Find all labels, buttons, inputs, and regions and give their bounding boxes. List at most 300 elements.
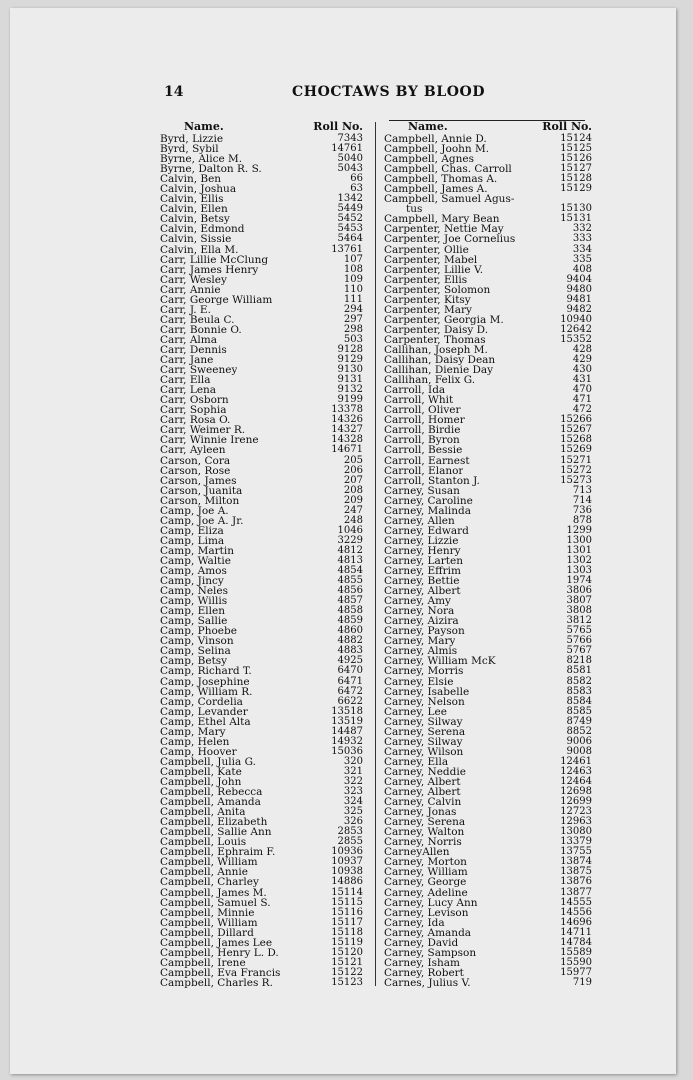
list-item — [384, 486, 596, 496]
document-page — [10, 8, 676, 1074]
entry-name: Carr, Alma — [160, 334, 218, 345]
entry-name: Carpenter, Georgia M. — [384, 314, 504, 325]
list-item — [384, 606, 596, 616]
entry-name: Campbell, Kate — [160, 766, 242, 777]
entry-roll-number: 1300 — [566, 534, 592, 546]
entry-roll-number: 9481 — [566, 293, 592, 305]
entry-name: Calvin, Ben — [160, 174, 222, 185]
entry-name: Carr, Winnie Irene — [160, 435, 259, 446]
list-item — [384, 285, 596, 295]
entry-name: Camp, Phoebe — [160, 626, 237, 637]
entry-name: Campbell, Minnie — [160, 907, 255, 918]
entry-roll-number: 4856 — [337, 585, 363, 597]
entry-name: Camp, Betsy — [160, 656, 228, 667]
entry-roll-number: 408 — [572, 263, 592, 275]
list-item — [160, 315, 367, 325]
entry-roll-number: 326 — [343, 816, 363, 828]
list-item — [160, 556, 367, 566]
entry-name: Campbell, Louis — [160, 837, 247, 848]
entry-name: Calvin, Joshua — [160, 184, 237, 195]
list-item — [160, 777, 367, 787]
entry-roll-number: 15267 — [560, 424, 592, 436]
entry-name: Carney, Effrim — [384, 566, 461, 577]
entry-name: Carson, Milton — [160, 495, 240, 506]
entry-name: Byrd, Lizzie — [160, 134, 224, 145]
entry-name: Camp, Cordelia — [160, 696, 243, 707]
entry-roll-number: 334 — [572, 243, 592, 255]
entry-name: Carr, Ayleen — [160, 445, 226, 456]
list-item — [160, 194, 367, 204]
entry-roll-number: 109 — [343, 273, 363, 285]
entry-roll-number: 1299 — [566, 524, 592, 536]
entry-roll-number: 66 — [350, 173, 363, 185]
entry-roll-number: 6471 — [337, 675, 363, 687]
entry-name: Carr, Annie — [160, 284, 221, 295]
entry-roll-number: 878 — [572, 514, 592, 526]
entry-name: Camp, Amos — [160, 566, 227, 577]
entry-roll-number: 5040 — [337, 153, 363, 165]
list-item — [384, 526, 596, 536]
list-item — [160, 305, 367, 315]
entry-roll-number: 8581 — [566, 665, 592, 677]
list-item — [384, 596, 596, 606]
entry-roll-number: 323 — [343, 786, 363, 798]
entry-name: Campbell, Rebecca — [160, 787, 263, 798]
entry-roll-number: 13378 — [331, 404, 363, 416]
list-item — [384, 978, 596, 988]
entry-roll-number: 13874 — [560, 856, 592, 868]
list-item — [160, 566, 367, 576]
entry-name: Campbell, William — [160, 857, 258, 868]
list-item — [384, 445, 596, 455]
entry-roll-number: 470 — [572, 384, 592, 396]
list-item — [384, 707, 596, 717]
entry-roll-number: 10940 — [560, 313, 592, 325]
entry-roll-number: 15116 — [331, 906, 363, 918]
entry-name: Carney, Edward — [384, 525, 469, 536]
entry-roll-number: 332 — [572, 223, 592, 235]
entry-roll-number: 12963 — [560, 816, 592, 828]
entry-roll-number: 5464 — [337, 233, 363, 245]
entry-roll-number: 324 — [343, 796, 363, 808]
list-item — [384, 616, 596, 626]
entry-roll-number: 15266 — [560, 414, 592, 426]
list-item — [160, 365, 367, 375]
entry-roll-number: 471 — [572, 394, 592, 406]
entry-roll-number: 322 — [343, 776, 363, 787]
entry-roll-number: 14555 — [560, 896, 592, 908]
page-title: CHOCTAWS BY BLOOD — [292, 84, 486, 100]
list-item — [160, 234, 367, 244]
entry-name: Carroll, Oliver — [384, 405, 461, 416]
column-divider — [375, 122, 376, 986]
entry-roll-number: 1342 — [337, 193, 363, 205]
entry-roll-number: 2855 — [337, 836, 363, 848]
entry-roll-number: 10936 — [331, 846, 363, 858]
entry-name: Camp, Willis — [160, 596, 228, 607]
list-item — [160, 677, 367, 687]
entry-roll-number: 15122 — [331, 966, 363, 978]
entry-roll-number: 325 — [343, 806, 363, 818]
entry-roll-number: 503 — [343, 333, 363, 345]
list-item — [160, 144, 367, 154]
list-item — [384, 666, 596, 676]
list-item — [384, 214, 596, 224]
entry-name: Carney, Morris — [384, 666, 464, 677]
entry-roll-number: 13876 — [560, 876, 592, 888]
entry-name: Camp, Selina — [160, 646, 231, 657]
list-item — [384, 275, 596, 285]
list-item — [160, 787, 367, 797]
entry-roll-number: 14671 — [331, 444, 363, 456]
entry-name: Camp, William R. — [160, 686, 253, 697]
list-item — [384, 345, 596, 355]
entry-name: Calvin, Ellis — [160, 194, 224, 205]
entry-name: Camp, Sallie — [160, 616, 228, 627]
entry-roll-number: 15120 — [331, 946, 363, 958]
entry-roll-number: 472 — [572, 404, 592, 416]
entry-roll-number: 13755 — [560, 846, 592, 858]
entry-roll-number: 5449 — [337, 203, 363, 215]
list-item — [160, 877, 367, 887]
entry-name: Carson, Juanita — [160, 485, 243, 496]
entry-roll-number: 12463 — [560, 765, 592, 777]
entry-roll-number: 2853 — [337, 826, 363, 838]
list-item — [384, 556, 596, 566]
entry-name: Calvin, Sissie — [160, 234, 232, 245]
entry-name: Carney, Calvin — [384, 797, 462, 808]
entry-name: Camp, Josephine — [160, 676, 250, 687]
entry-name: Camp, Lima — [160, 535, 225, 546]
entry-roll-number: 15125 — [560, 143, 592, 155]
left-column — [160, 120, 367, 988]
entry-name: Camp, Helen — [160, 736, 230, 747]
entry-name: Campbell, Amanda — [160, 797, 261, 808]
entry-name: Campbell, Joohn M. — [384, 144, 490, 155]
entry-name: Carney, Amy — [384, 596, 451, 607]
entry-roll-number: 15589 — [560, 946, 592, 958]
entry-roll-number: 8583 — [566, 685, 592, 697]
entry-name: Carney, Albert — [384, 586, 461, 597]
entry-name: Carroll, Byron — [384, 435, 460, 446]
entry-roll-number: 15117 — [331, 916, 363, 928]
entry-name: Campbell, Samuel S. — [160, 897, 271, 908]
entry-roll-number: 1974 — [566, 575, 592, 587]
entry-roll-number: 713 — [572, 484, 592, 496]
list-item — [384, 184, 596, 194]
entry-roll-number: 13875 — [560, 866, 592, 878]
entry-name: Carney, Jonas — [384, 807, 457, 818]
entry-name: tus — [406, 204, 423, 215]
entry-roll-number: 9131 — [337, 374, 363, 386]
entry-name: Carr, James Henry — [160, 264, 259, 275]
entry-name: Carr, Bonnie O. — [160, 324, 242, 335]
list-item — [160, 445, 367, 455]
entry-name: Carroll, Earnest — [384, 455, 470, 466]
entry-name: Calvin, Edmond — [160, 224, 245, 235]
list-item — [160, 576, 367, 586]
entry-roll-number: 15123 — [331, 976, 363, 988]
entry-name: Calvin, Ella M. — [160, 244, 239, 255]
entry-roll-number: 7343 — [337, 133, 363, 144]
entry-roll-number: 13761 — [331, 243, 363, 255]
list-item — [160, 747, 367, 757]
list-item — [160, 255, 367, 265]
entry-roll-number: 4854 — [337, 565, 363, 577]
entry-name: Carr, Jane — [160, 355, 214, 366]
entry-name: Carr, Lillie McClung — [160, 254, 269, 265]
list-item — [384, 234, 596, 244]
entry-name: Carpenter, Thomas — [384, 334, 486, 345]
list-item — [160, 174, 367, 184]
entry-name: Carney, Serena — [384, 726, 466, 737]
entry-name: Camp, Levander — [160, 706, 248, 717]
entry-roll-number: 206 — [343, 464, 363, 476]
entry-name: Carney, Robert — [384, 967, 464, 978]
entry-roll-number: 14328 — [331, 434, 363, 446]
list-item — [384, 265, 596, 275]
list-item — [160, 466, 367, 476]
entry-name: Carney, Neddie — [384, 766, 466, 777]
entry-roll-number: 5767 — [566, 645, 592, 657]
entry-roll-number: 108 — [343, 263, 363, 275]
entry-roll-number: 13379 — [560, 836, 592, 848]
entry-roll-number: 14696 — [560, 916, 592, 928]
entry-name: Carr, George William — [160, 294, 273, 305]
entry-name: Carpenter, Ellis — [384, 274, 468, 285]
entry-name: Campbell, Charles R. — [160, 977, 273, 988]
entry-roll-number: 1302 — [566, 554, 592, 566]
entry-roll-number: 9006 — [566, 735, 592, 747]
entry-name: Carr, J. E. — [160, 304, 211, 315]
entry-name: Carr, Ella — [160, 375, 211, 386]
entry-roll-number: 4812 — [337, 544, 363, 556]
entry-name: Byrd, Sybil — [160, 144, 219, 155]
entry-name: Camp, Ethel Alta — [160, 716, 251, 727]
entry-roll-number: 9480 — [566, 283, 592, 295]
list-item — [160, 586, 367, 596]
list-item — [384, 737, 596, 747]
list-item — [384, 395, 596, 405]
entry-name: Campbell, Mary Bean — [384, 214, 500, 225]
entry-name: Carney, Ella — [384, 756, 449, 767]
entry-roll-number: 15126 — [560, 153, 592, 165]
list-item — [160, 596, 367, 606]
entry-name: Carson, Cora — [160, 455, 231, 466]
entry-name: Carney, Levison — [384, 907, 469, 918]
list-item — [160, 526, 367, 536]
entry-roll-number: 14761 — [331, 143, 363, 155]
entry-roll-number: 9130 — [337, 364, 363, 376]
entry-name: Campbell, Annie — [160, 867, 248, 878]
entry-roll-number: 247 — [343, 504, 363, 516]
list-item — [160, 616, 367, 626]
entry-roll-number: 12699 — [560, 796, 592, 808]
entry-roll-number: 15121 — [331, 956, 363, 968]
entry-name: Carpenter, Mabel — [384, 254, 478, 265]
column-header — [160, 120, 367, 134]
entry-name: Carney, Wilson — [384, 746, 464, 757]
entry-roll-number: 13877 — [560, 886, 592, 898]
entry-roll-number: 207 — [343, 474, 363, 486]
entry-roll-number: 63 — [350, 183, 363, 195]
entry-roll-number: 13519 — [331, 715, 363, 727]
entry-name: Carnes, Julius V. — [384, 977, 471, 988]
entry-name: Camp, Richard T. — [160, 666, 252, 677]
entry-name: Byrne, Alice M. — [160, 154, 243, 165]
entry-name: Campbell, Eva Francis — [160, 967, 281, 978]
entry-name: CarneyAllen — [384, 847, 450, 858]
list-item — [160, 827, 367, 837]
entry-roll-number: 321 — [343, 765, 363, 777]
entry-roll-number — [592, 194, 596, 204]
entry-name: Carney, Albert — [384, 777, 461, 788]
entry-roll-number: 5452 — [337, 213, 363, 225]
entry-name: Carpenter, Mary — [384, 304, 472, 315]
entry-roll-number: 8749 — [566, 715, 592, 727]
entry-name: Carney, Susan — [384, 485, 460, 496]
list-item — [160, 335, 367, 345]
entry-name: Byrne, Dalton R. S. — [160, 164, 262, 175]
list-item — [384, 546, 596, 556]
list-item — [384, 586, 596, 596]
entry-roll-number: 8218 — [566, 655, 592, 667]
entry-roll-number: 4859 — [337, 615, 363, 627]
entry-roll-number: 110 — [343, 283, 363, 295]
list-item — [384, 335, 596, 345]
column-header — [384, 120, 596, 134]
entry-roll-number: 14784 — [560, 936, 592, 948]
list-item — [384, 476, 596, 486]
entry-name: Carney, Elsie — [384, 676, 454, 687]
entry-name: Camp, Mary — [160, 726, 226, 737]
entry-name: Carney, Nora — [384, 606, 455, 617]
entry-name: Carney, Isabelle — [384, 686, 470, 697]
entry-name: Carney, Norris — [384, 837, 462, 848]
list-item — [160, 486, 367, 496]
entry-name: Carney, Sampson — [384, 947, 477, 958]
entry-name: Campbell, Sallie Ann — [160, 827, 272, 838]
entry-roll-number: 9404 — [566, 273, 592, 285]
list-item — [160, 285, 367, 295]
entry-name: Carney, Aizira — [384, 616, 459, 627]
entry-name: Campbell, James M. — [160, 887, 267, 898]
entry-roll-number: 8582 — [566, 675, 592, 687]
list-item — [160, 355, 367, 365]
list-item — [160, 496, 367, 506]
list-item — [384, 536, 596, 546]
list-item — [384, 255, 596, 265]
entry-roll-number: 5766 — [566, 635, 592, 647]
list-item — [160, 516, 367, 526]
entry-roll-number: 6472 — [337, 685, 363, 697]
entry-name: Campbell, Julia G. — [160, 756, 256, 767]
entry-roll-number: 13518 — [331, 705, 363, 717]
entry-name: Campbell, Samuel Agus- — [384, 194, 515, 205]
entry-name: Campbell, John — [160, 777, 242, 788]
entry-name: Carroll, Homer — [384, 415, 465, 426]
entry-name: Carr, Osborn — [160, 395, 229, 406]
list-item — [160, 687, 367, 697]
list-item — [160, 265, 367, 275]
entry-name: Calvin, Ellen — [160, 204, 228, 215]
entry-roll-number: 15131 — [560, 213, 592, 225]
list-item — [384, 385, 596, 395]
entry-roll-number: 15269 — [560, 444, 592, 456]
entry-name: Carney, Malinda — [384, 505, 471, 516]
entry-roll-number: 15124 — [560, 133, 592, 144]
entry-roll-number: 15114 — [331, 886, 363, 898]
entry-roll-number: 15129 — [560, 183, 592, 195]
entry-roll-number: 4860 — [337, 625, 363, 637]
entry-roll-number: 15268 — [560, 434, 592, 446]
entry-name: Carney, Amanda — [384, 927, 472, 938]
entry-name: Campbell, Irene — [160, 957, 246, 968]
list-item — [384, 727, 596, 737]
entry-roll-number: 3806 — [566, 585, 592, 597]
entry-roll-number: 12464 — [560, 776, 592, 787]
entry-roll-number: 8852 — [566, 725, 592, 737]
entry-name: Camp, Hoover — [160, 746, 237, 757]
entry-name: Carpenter, Kitsy — [384, 294, 471, 305]
entry-name: Campbell, Thomas A. — [384, 174, 498, 185]
entry-roll-number: 14556 — [560, 906, 592, 918]
entry-roll-number: 1303 — [566, 565, 592, 577]
entry-name: Carney, Lee — [384, 706, 447, 717]
entry-roll-number: 12461 — [560, 755, 592, 767]
entry-name: Carroll, Ida — [384, 385, 446, 396]
list-item — [384, 877, 596, 887]
list-item — [160, 767, 367, 777]
entry-name: Callihan, Daisy Dean — [384, 355, 496, 366]
entry-name: Carpenter, Solomon — [384, 284, 491, 295]
entry-name: Camp, Joe A. Jr. — [160, 515, 244, 526]
entry-roll-number: 430 — [572, 364, 592, 376]
entry-name: Carney, Allen — [384, 515, 455, 526]
entry-roll-number: 6622 — [337, 695, 363, 707]
list-item — [384, 646, 596, 656]
entry-roll-number: 320 — [343, 755, 363, 767]
list-item — [384, 968, 596, 978]
entry-name: Carney, Bettie — [384, 576, 460, 587]
entry-name: Carney, Serena — [384, 817, 466, 828]
entry-name: Carr, Weimer R. — [160, 425, 246, 436]
list-item — [384, 626, 596, 636]
entry-roll-number: 248 — [343, 514, 363, 526]
entry-roll-number: 14327 — [331, 424, 363, 436]
entry-roll-number: 4858 — [337, 605, 363, 617]
entry-roll-number: 15119 — [331, 936, 363, 948]
entry-name: Campbell, Annie D. — [384, 134, 487, 145]
entry-roll-number: 3808 — [566, 605, 592, 617]
list-item — [160, 476, 367, 486]
entry-roll-number: 4855 — [337, 575, 363, 587]
entry-roll-number: 9008 — [566, 745, 592, 757]
name-header: Name. — [184, 120, 224, 133]
entry-roll-number: 209 — [343, 494, 363, 506]
list-item — [384, 576, 596, 586]
entry-name: Carroll, Stanton J. — [384, 475, 480, 486]
entry-roll-number: 10937 — [331, 856, 363, 868]
list-item — [160, 385, 367, 395]
page-number: 14 — [164, 84, 184, 100]
entry-roll-number: 428 — [572, 343, 592, 355]
list-item — [160, 204, 367, 214]
entry-name: Carney, William — [384, 867, 468, 878]
entry-roll-number: 9128 — [337, 343, 363, 355]
entry-roll-number: 1046 — [337, 524, 363, 536]
entry-roll-number: 14326 — [331, 414, 363, 426]
